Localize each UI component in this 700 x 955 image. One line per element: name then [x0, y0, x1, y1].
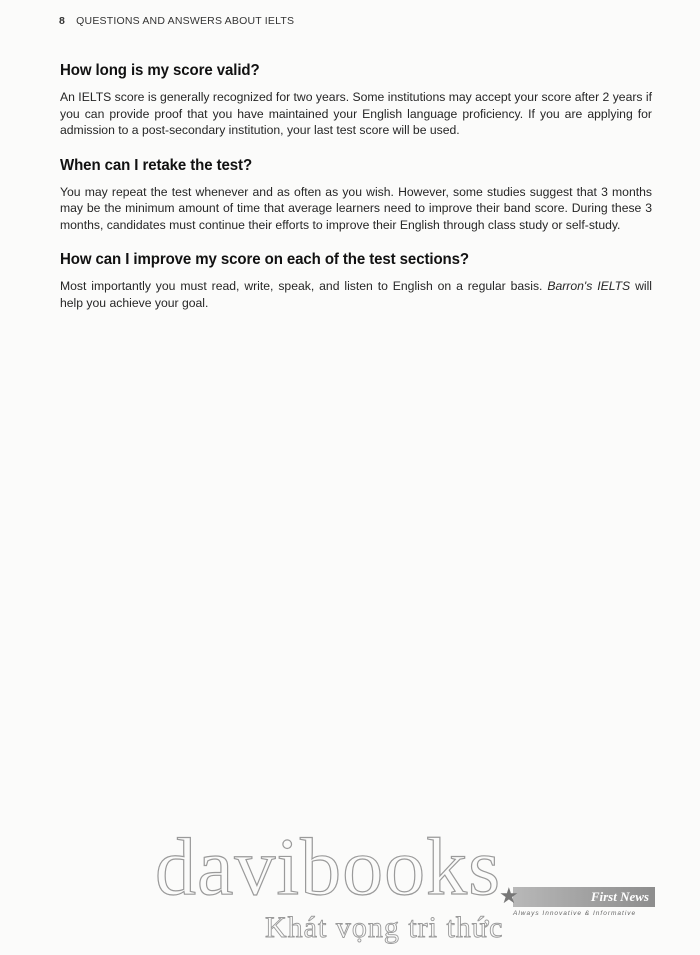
section-heading: How can I improve my score on each of the test sections? [60, 251, 469, 268]
watermark-tagline: Khát vọng tri thức [265, 911, 504, 944]
running-head-title: QUESTIONS AND ANSWERS ABOUT IELTS [76, 15, 295, 27]
section-score-validity [60, 62, 652, 139]
running-head [59, 15, 294, 27]
first-news-logo [499, 883, 655, 908]
watermark-brand: davibooks [155, 821, 502, 912]
page-number: 8 [59, 15, 66, 27]
star-icon: ★ [499, 883, 519, 908]
page-content [60, 62, 652, 329]
logo-slogan: Always Innovative & Informative [513, 910, 637, 917]
book-title: Barron's IELTS [547, 279, 631, 293]
logo-text: First News [590, 889, 649, 904]
section-body: An IELTS score is generally recognized for two years. Some institutions may accept your score after 2 years if you can provide proof that you have maintained your English language proficiency. If you are applying for admission to a post-secondary institution, your last test score will be used. [60, 90, 652, 137]
section-body [60, 278, 652, 311]
section-retake-test [60, 157, 652, 234]
watermark [155, 821, 675, 951]
section-heading: How long is my score valid? [60, 62, 260, 79]
body-text: Most importantly you must read, write, speak, and listen to English on a regular basis. [60, 279, 548, 293]
body-text: will help you achieve your goal. [60, 279, 652, 310]
section-improve-score [60, 251, 652, 311]
section-body: You may repeat the test whenever and as often as you wish. However, some studies suggest that 3 months may be the minimum amount of time that average learners need to improve their band score. During these 3 months, candidates must continue their efforts to improve their English through class study or self-study. [60, 184, 652, 232]
section-heading: When can I retake the test? [60, 156, 253, 174]
